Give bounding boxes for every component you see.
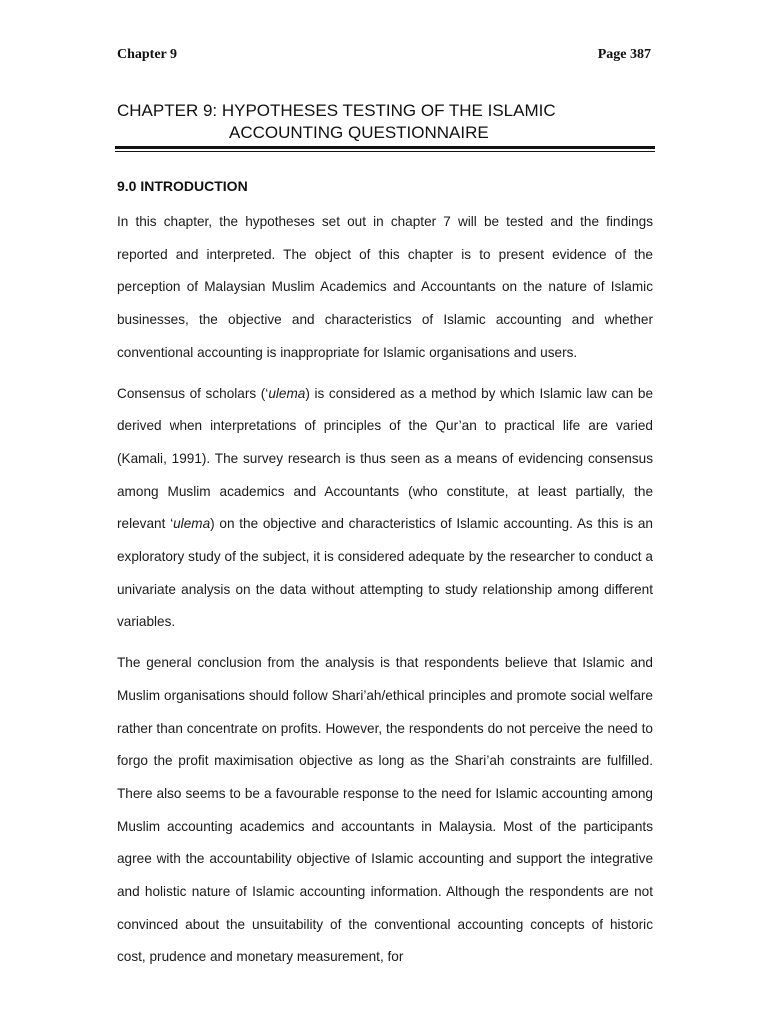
chapter-title bbox=[117, 100, 657, 144]
paragraph-2 bbox=[117, 378, 653, 640]
page-number: Page 387 bbox=[597, 47, 651, 62]
paragraph-2-part-a: Consensus of scholars (‘ bbox=[117, 385, 269, 401]
paragraph-1: In this chapter, the hypotheses set out in chapter 7 will be tested and the findings reported and interpreted. The object of this chapter is to present evidence of the perception of Malaysian Muslim Academics and Accountants on the nature of Islamic businesses, the objective and characteristics of Islamic accounting and whether conventional accounting is inappropriate for Islamic organisations and users. bbox=[117, 214, 653, 360]
paragraph-2-part-c: ) is considered as a method by which Islamic law can be derived when interpretations of principles of the Qur’an to practical life are varied (Kamali, 1991). The survey research is thus seen as a means of evidencing consensus among Muslim academics and Accountants (who constitute, at least partially, the relevant ‘ bbox=[117, 385, 653, 532]
ulema-term: ulema bbox=[268, 385, 306, 401]
ulema-term: ulema bbox=[173, 516, 211, 532]
paragraph-2-part-e: ) on the objective and characteristics of Islamic accounting. As this is an exploratory study of the subject, it is considered adequate by the researcher to conduct a univariate analysis on the data without attempting to study relationship among different variables. bbox=[117, 516, 653, 630]
chapter-title-line-2: ACCOUNTING QUESTIONNAIRE bbox=[229, 123, 489, 142]
chapter-label: Chapter 9 bbox=[117, 47, 178, 62]
body-text bbox=[117, 206, 653, 982]
section-heading: 9.0 INTRODUCTION bbox=[117, 178, 248, 194]
chapter-title-line-1: CHAPTER 9: HYPOTHESES TESTING OF THE ISLAMIC bbox=[117, 101, 556, 120]
paragraph-3: The general conclusion from the analysis is that respondents believe that Islamic and Muslim organisations should follow Shari’ah/ethical principles and promote social welfare rather than concentrate on profits. However, the respondents do not perceive the need to forgo the profit maximisation objective as long as the Shari’ah constraints are fulfilled. There also seems to be a favourable response to the need for Islamic accounting among Muslim accounting academics and accountants in Malaysia. Most of the participants agree with the accountability objective of Islamic accounting and support the integrative and holistic nature of Islamic accounting information. Although the respondents are not convinced about the unsuitability of the conventional accounting concepts of historic cost, prudence and monetary measurement, for bbox=[117, 655, 653, 965]
title-rule-thick bbox=[115, 146, 655, 149]
title-rule-thin bbox=[115, 151, 655, 152]
running-header bbox=[117, 47, 651, 65]
